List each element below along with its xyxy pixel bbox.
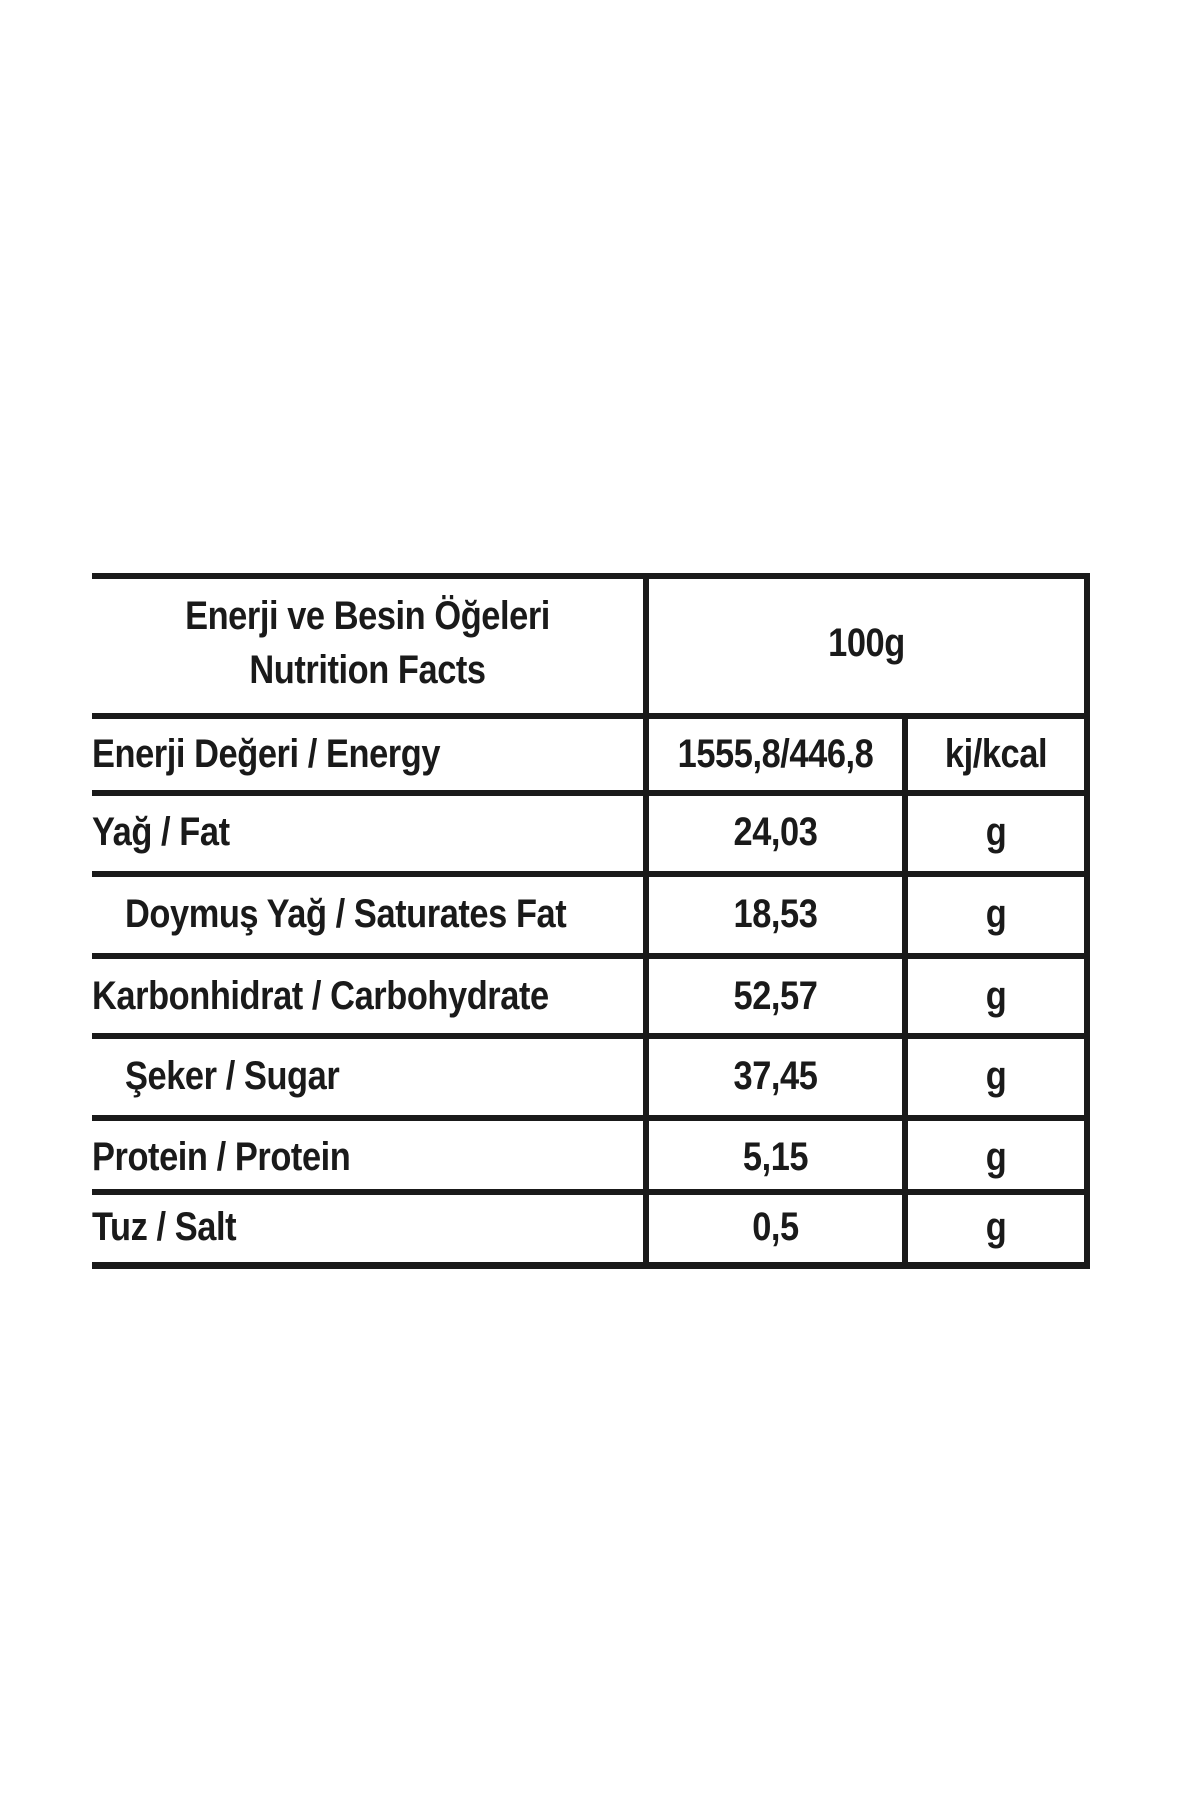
column-divider-unit [902,716,908,1268]
row-unit-fat: g [985,810,1007,854]
row-label-carbohydrate: Karbonhidrat / Carbohydrate [92,974,549,1018]
row-label-saturates: Doymuş Yağ / Saturates Fat [125,892,567,936]
header-title-tr: Enerji ve Besin Öğeleri [185,594,550,638]
row-value-energy: 1555,8/446,8 [677,732,874,776]
row-divider [92,1115,1090,1121]
row-unit-energy: kj/kcal [944,732,1048,776]
row-unit-protein: g [985,1135,1007,1179]
row-unit-salt: g [985,1205,1007,1249]
row-unit-sugar: g [985,1054,1007,1098]
header-bottom-border [92,713,1090,719]
row-divider [92,790,1090,796]
row-divider [92,1033,1090,1039]
table-right-border [1084,573,1090,1268]
row-unit-saturates: g [985,892,1007,936]
row-value-saturates: 18,53 [733,892,818,936]
column-divider-label [643,573,649,1268]
table-top-border [92,573,1090,579]
row-value-fat: 24,03 [733,810,818,854]
row-divider [92,1189,1090,1195]
row-divider [92,871,1090,877]
row-value-protein: 5,15 [742,1135,809,1179]
row-value-sugar: 37,45 [733,1054,818,1098]
row-label-energy: Enerji Değeri / Energy [92,732,441,776]
table-bottom-border [92,1262,1090,1269]
row-label-sugar: Şeker / Sugar [125,1054,340,1098]
serving-size: 100g [828,621,905,665]
row-value-salt: 0,5 [752,1205,799,1249]
row-value-carbohydrate: 52,57 [733,974,818,1018]
row-label-salt: Tuz / Salt [92,1205,237,1249]
row-label-protein: Protein / Protein [92,1135,351,1179]
row-label-fat: Yağ / Fat [92,810,230,854]
row-unit-carbohydrate: g [985,974,1007,1018]
header-title-en: Nutrition Facts [249,648,486,692]
row-divider [92,953,1090,959]
